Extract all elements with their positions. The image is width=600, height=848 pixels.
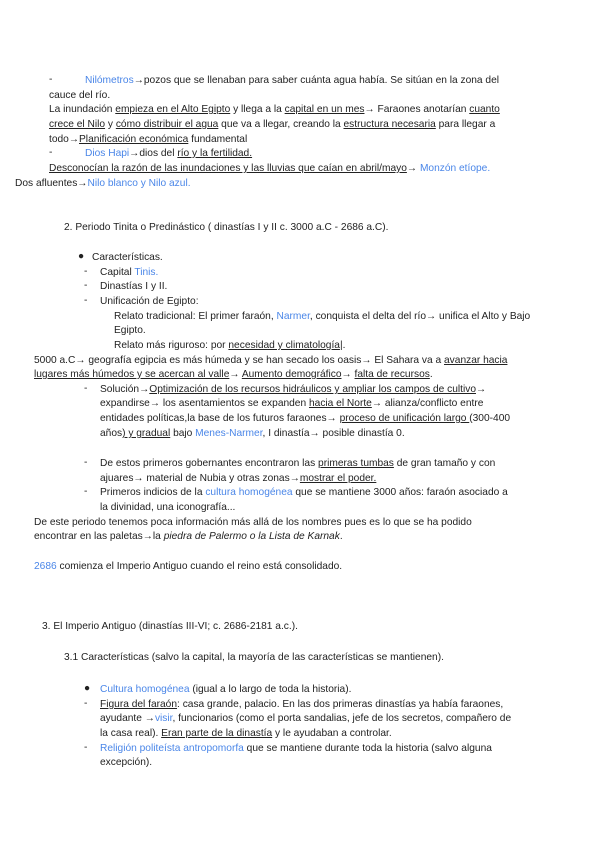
section-3-heading: 3. El Imperio Antiguo (dinastías III-VI; c. 2686-2181 a.c.). xyxy=(42,621,298,632)
relato-tradicional-line: Relato tradicional: El primer faraón, Narmer, conquista el delta del río→ unifica el Alto y Bajo xyxy=(114,311,531,322)
list-dash: - xyxy=(84,457,88,468)
list-dash: - xyxy=(84,486,88,497)
capital-line: Capital Tinis. xyxy=(100,267,159,278)
indicios-line: Primeros indicios de la cultura homogénea que se mantiene 3000 años: faraón asociado a xyxy=(100,487,508,498)
inundacion-line: La inundación empieza en el Alto Egipto y llega a la capital en un mes→ Faraones anotarían cuanto xyxy=(49,104,500,115)
inundacion-line-3: todo→Planificación económica fundamental xyxy=(49,134,248,145)
geografia-line-2: lugares más húmedos y se acercan al valle→ Aumento demográfico→ falta de recursos. xyxy=(34,369,433,380)
bullet-icon: ● xyxy=(78,251,85,262)
periodo-line-2: encontrar en las paletas→la piedra de Palermo o la Lista de Karnak. xyxy=(34,531,343,542)
list-dash: - xyxy=(49,74,53,85)
section-3-1-heading: 3.1 Características (salvo la capital, la mayoría de las características se mantienen). xyxy=(64,652,444,663)
solucion-line-3: entidades políticas,la base de los futuros faraones→ proceso de unificación largo (300-400 xyxy=(100,413,511,424)
list-dash: - xyxy=(84,280,88,291)
section-2-heading: 2. Periodo Tinita o Predinástico ( dinastías I y II c. 3000 a.C - 2686 a.C). xyxy=(64,222,389,233)
faraon-line-2: ayudante →visir, funcionarios (como el porta sandalias, jefe de los secretos, compañero de xyxy=(100,713,512,724)
gobernantes-line-2: ajuares→ material de Nubia y otras zonas→mostrar el poder. xyxy=(100,473,377,484)
caracteristicas-label: Características. xyxy=(92,252,163,263)
inundacion-line-2: crece el Nilo y cómo distribuir el agua que va a llegar, creando la estructura necesaria para llegar a xyxy=(49,119,496,130)
imperio-inicio-line: 2686 comienza el Imperio Antiguo cuando el reino está consolidado. xyxy=(34,561,343,572)
solucion-line: Solución→Optimización de los recursos hidráulicos y ampliar los campos de cultivo→ xyxy=(100,384,487,395)
list-dash: - xyxy=(84,383,88,394)
desconocian-line: Desconocían la razón de las inundaciones y las lluvias que caían en abril/mayo→ Monzón etíope. xyxy=(49,163,491,174)
nilometros-term: Nilómetros xyxy=(85,75,134,86)
faraon-line-3: la casa real). Eran parte de la dinastía y le ayudaban a controlar. xyxy=(100,728,392,739)
list-dash: - xyxy=(84,266,88,277)
periodo-line: De este periodo tenemos poca información más allá de los nombres pues es lo que se ha podido xyxy=(34,517,472,528)
unificacion-line: Unificación de Egipto: xyxy=(100,296,199,307)
cultura-line: Cultura homogénea (igual a lo largo de toda la historia). xyxy=(100,684,352,695)
bullet-icon: ● xyxy=(84,683,91,694)
gobernantes-line: De estos primeros gobernantes encontraron las primeras tumbas de gran tamaño y con xyxy=(100,458,496,469)
nilometros-line-2: cauce del río. xyxy=(49,90,111,101)
geografia-line: 5000 a.C→ geografía egipcia es más húmeda y se han secado los oasis→ El Sahara va a avanzar hacia xyxy=(34,355,508,366)
solucion-line-4: años) y gradual bajo Menes-Narmer, I dinastía→ posible dinastía 0. xyxy=(100,428,405,439)
religion-line-2: excepción). xyxy=(100,757,153,768)
relato-riguroso-line: Relato más riguroso: por necesidad y climatología|. xyxy=(114,340,346,351)
list-dash: - xyxy=(49,147,53,158)
religion-line: Religión politeísta antropomorfa que se mantiene durante toda la historia (salvo alguna xyxy=(100,743,492,754)
hapi-line: Dios Hapi→dios del río y la fertilidad. xyxy=(85,148,253,159)
list-dash: - xyxy=(84,742,88,753)
solucion-line-2: expandirse→ los asentamientos se expanden hacia el Norte→ alianza/conflicto entre xyxy=(100,398,484,409)
nilometros-line: Nilómetros→pozos que se llenaban para saber cuánta agua había. Se sitúan en la zona del xyxy=(85,75,500,86)
list-dash: - xyxy=(84,698,88,709)
afluentes-line: Dos afluentes→Nilo blanco y Nilo azul. xyxy=(15,178,191,189)
list-dash: - xyxy=(84,295,88,306)
relato-tradicional-line-2: Egipto. xyxy=(114,325,146,336)
indicios-line-2: la divinidad, una iconografía... xyxy=(100,502,236,513)
dinastias-line: Dinastías I y II. xyxy=(100,281,168,292)
faraon-line: Figura del faraón: casa grande, palacio. En las dos primeras dinastías ya había faraones, xyxy=(100,699,504,710)
